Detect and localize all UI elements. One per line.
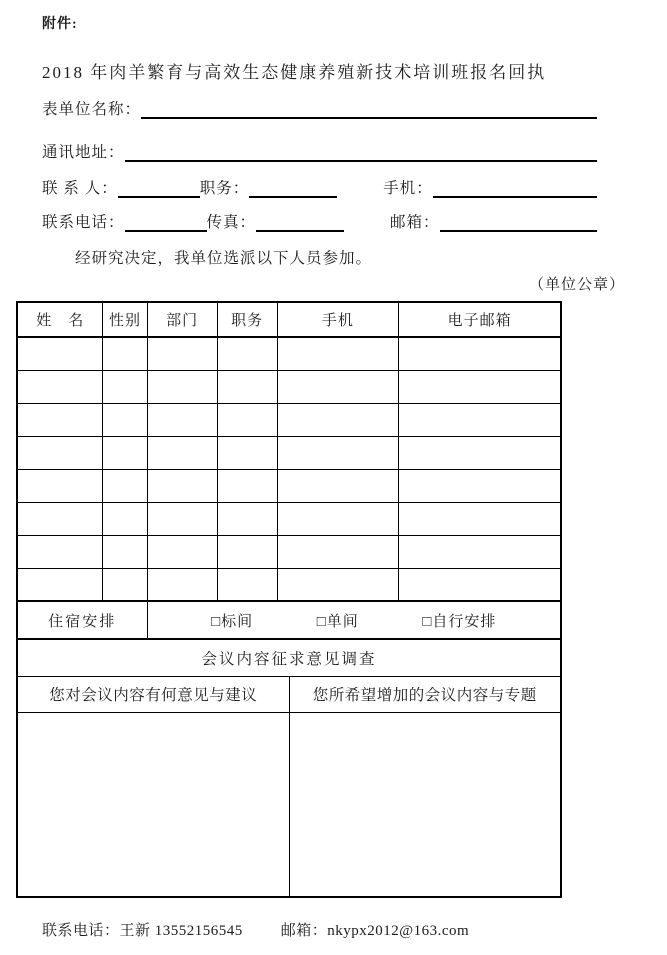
attendee-header-row bbox=[17, 302, 561, 337]
roster-empty-row bbox=[17, 370, 561, 403]
roster-empty-cell[interactable] bbox=[277, 535, 399, 568]
footer-email-value: nkypx2012@163.com bbox=[327, 923, 470, 939]
roster-empty-cell[interactable] bbox=[399, 469, 561, 502]
survey-answer-row bbox=[17, 712, 561, 897]
roster-empty-row bbox=[17, 502, 561, 535]
seal-note: （单位公章） bbox=[528, 277, 625, 293]
unit-name-label: 表单位名称： bbox=[42, 101, 142, 118]
col-header-gender: 性别 bbox=[103, 302, 147, 337]
survey-col-opinions-label: 您对会议内容有何意见与建议 bbox=[17, 676, 289, 712]
col-header-department: 部门 bbox=[147, 302, 217, 337]
contact-person-label: 联 系 人： bbox=[42, 180, 118, 197]
footer-email bbox=[281, 919, 469, 940]
address-label: 通讯地址： bbox=[42, 144, 125, 161]
roster-empty-cell[interactable] bbox=[217, 337, 277, 370]
roster-empty-cell[interactable] bbox=[147, 436, 217, 469]
col-header-position: 职务 bbox=[217, 302, 277, 337]
roster-empty-cell[interactable] bbox=[103, 337, 147, 370]
footer-contact bbox=[42, 919, 243, 940]
roster-empty-cell[interactable] bbox=[103, 535, 147, 568]
roster-empty-cell[interactable] bbox=[399, 535, 561, 568]
roster-empty-rows bbox=[17, 337, 561, 601]
roster-empty-cell[interactable] bbox=[277, 337, 399, 370]
roster-empty-cell[interactable] bbox=[217, 370, 277, 403]
checkbox-icon: □ bbox=[316, 613, 327, 630]
roster-empty-cell[interactable] bbox=[277, 568, 399, 601]
phone-field[interactable] bbox=[125, 212, 207, 232]
footer-contact-value: 王新 13552156545 bbox=[119, 923, 243, 939]
address-row bbox=[42, 139, 597, 162]
survey-topics-input[interactable] bbox=[289, 712, 561, 897]
roster-empty-cell[interactable] bbox=[147, 502, 217, 535]
footer-email-label: 邮箱： bbox=[280, 923, 328, 939]
position-field[interactable] bbox=[249, 178, 337, 198]
unit-name-row bbox=[42, 96, 597, 119]
survey-table bbox=[16, 638, 562, 898]
checkbox-label: 自行安排 bbox=[432, 613, 497, 630]
checkbox-self-arranged[interactable] bbox=[422, 610, 496, 631]
roster-empty-cell[interactable] bbox=[399, 403, 561, 436]
roster-empty-row bbox=[17, 403, 561, 436]
accommodation-label: 住宿安排 bbox=[17, 601, 147, 639]
attendee-table bbox=[16, 301, 562, 640]
roster-empty-row bbox=[17, 535, 561, 568]
checkbox-label: 单间 bbox=[326, 613, 359, 630]
roster-empty-row bbox=[17, 436, 561, 469]
survey-title: 会议内容征求意见调查 bbox=[17, 639, 561, 676]
roster-empty-cell[interactable] bbox=[147, 370, 217, 403]
mobile-label: 手机： bbox=[383, 180, 433, 197]
survey-opinions-input[interactable] bbox=[17, 712, 289, 897]
col-header-email: 电子邮箱 bbox=[399, 302, 561, 337]
roster-empty-cell[interactable] bbox=[399, 436, 561, 469]
accommodation-options-cell bbox=[147, 601, 561, 639]
roster-empty-cell[interactable] bbox=[217, 469, 277, 502]
roster-empty-cell[interactable] bbox=[217, 502, 277, 535]
roster-empty-cell[interactable] bbox=[399, 502, 561, 535]
unit-name-field[interactable] bbox=[141, 99, 597, 119]
position-label: 职务： bbox=[199, 180, 250, 197]
roster-empty-cell[interactable] bbox=[147, 469, 217, 502]
col-header-mobile: 手机 bbox=[277, 302, 399, 337]
roster-empty-cell[interactable] bbox=[277, 436, 399, 469]
roster-empty-cell[interactable] bbox=[17, 535, 103, 568]
roster-empty-cell[interactable] bbox=[277, 502, 399, 535]
checkbox-icon: □ bbox=[422, 613, 433, 630]
roster-empty-cell[interactable] bbox=[399, 337, 561, 370]
checkbox-icon: □ bbox=[211, 613, 222, 630]
roster-empty-cell[interactable] bbox=[103, 469, 147, 502]
roster-empty-cell[interactable] bbox=[277, 469, 399, 502]
contact-person-row bbox=[42, 175, 597, 198]
roster-empty-cell[interactable] bbox=[17, 436, 103, 469]
roster-empty-cell[interactable] bbox=[17, 370, 103, 403]
roster-empty-cell[interactable] bbox=[277, 403, 399, 436]
phone-label: 联系电话： bbox=[42, 214, 125, 231]
checkbox-label: 标间 bbox=[221, 613, 254, 630]
roster-empty-cell[interactable] bbox=[217, 568, 277, 601]
survey-header-row bbox=[17, 676, 561, 712]
accommodation-options bbox=[148, 610, 561, 631]
roster-empty-row bbox=[17, 568, 561, 601]
roster-empty-cell[interactable] bbox=[217, 436, 277, 469]
roster-empty-cell[interactable] bbox=[17, 568, 103, 601]
roster-empty-cell[interactable] bbox=[17, 502, 103, 535]
checkbox-standard-room[interactable] bbox=[211, 610, 253, 631]
roster-empty-cell[interactable] bbox=[103, 403, 147, 436]
email-field[interactable] bbox=[440, 212, 597, 232]
mobile-field[interactable] bbox=[433, 178, 597, 198]
roster-empty-cell[interactable] bbox=[17, 337, 103, 370]
roster-empty-cell[interactable] bbox=[17, 403, 103, 436]
roster-empty-cell[interactable] bbox=[17, 469, 103, 502]
roster-empty-cell[interactable] bbox=[103, 568, 147, 601]
email-label: 邮箱： bbox=[390, 214, 440, 231]
survey-title-row bbox=[17, 639, 561, 676]
roster-empty-cell[interactable] bbox=[147, 403, 217, 436]
roster-empty-cell[interactable] bbox=[103, 436, 147, 469]
roster-empty-cell[interactable] bbox=[399, 568, 561, 601]
roster-empty-cell[interactable] bbox=[147, 535, 217, 568]
fax-label: 传真： bbox=[206, 214, 257, 231]
roster-empty-cell[interactable] bbox=[103, 502, 147, 535]
roster-empty-cell[interactable] bbox=[277, 370, 399, 403]
roster-empty-cell[interactable] bbox=[103, 370, 147, 403]
attachment-label: 附件: bbox=[42, 17, 78, 32]
roster-empty-cell[interactable] bbox=[399, 370, 561, 403]
roster-empty-cell[interactable] bbox=[217, 535, 277, 568]
contact-person-field[interactable] bbox=[118, 178, 200, 198]
footer bbox=[42, 919, 667, 940]
statement-text: 经研究决定，我单位选派以下人员参加。 bbox=[75, 250, 373, 267]
phone-row bbox=[42, 209, 597, 232]
roster-empty-cell[interactable] bbox=[217, 403, 277, 436]
col-header-name: 姓 名 bbox=[17, 302, 103, 337]
fax-field[interactable] bbox=[256, 212, 344, 232]
roster-empty-cell[interactable] bbox=[147, 568, 217, 601]
survey-col-topics-label: 您所希望增加的会议内容与专题 bbox=[289, 676, 561, 712]
roster-empty-row bbox=[17, 469, 561, 502]
accommodation-row bbox=[17, 601, 561, 639]
footer-contact-label: 联系电话： bbox=[42, 923, 120, 939]
roster-empty-cell[interactable] bbox=[147, 337, 217, 370]
roster-empty-row bbox=[17, 337, 561, 370]
checkbox-single-room[interactable] bbox=[317, 610, 359, 631]
address-field[interactable] bbox=[125, 142, 597, 162]
form-title: 2018 年肉羊繁育与高效生态健康养殖新技术培训班报名回执 bbox=[42, 63, 547, 82]
